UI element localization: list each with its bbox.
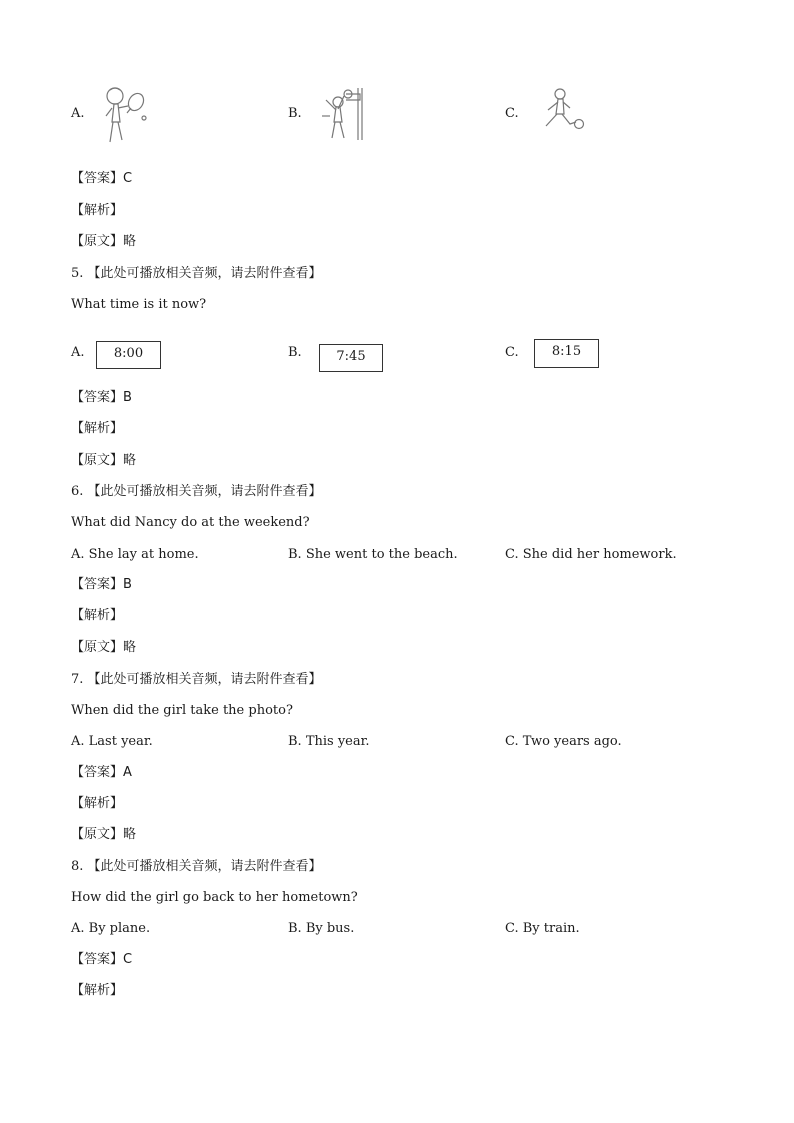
q8-option-a: A. By plane. [71,921,151,936]
q7-number: 7. [71,672,84,687]
tennis-player-icon [100,84,152,150]
q5-header [71,265,322,283]
q6-number: 6. [71,484,84,499]
q5-option-c-clock: 8:15 [534,339,599,368]
q7-option-b: B. This year. [288,734,370,749]
q4-analysis: 【解析】 [71,203,124,218]
q5-option-a-letter: A. [71,345,85,360]
q5-option-b-letter: B. [288,345,302,360]
football-player-icon [538,86,590,138]
q5-original: 【原文】略 [71,453,137,468]
q7-question: When did the girl take the photo? [71,703,293,718]
q8-option-b: B. By bus. [288,921,355,936]
q8-audio-note[interactable]: 【此处可播放相关音频，请去附件查看】 [87,859,322,874]
q8-analysis: 【解析】 [71,983,124,998]
q6-audio-note[interactable]: 【此处可播放相关音频，请去附件查看】 [87,484,322,499]
q7-option-c: C. Two years ago. [505,734,622,749]
q6-answer: 【答案】B [71,577,132,592]
q8-option-c: C. By train. [505,921,580,936]
q6-option-a: A. She lay at home. [71,547,199,562]
q6-option-c: C. She did her homework. [505,547,677,562]
q5-question: What time is it now? [71,297,207,312]
basketball-player-icon [318,86,370,142]
q4-original: 【原文】略 [71,234,137,249]
q8-question: How did the girl go back to her hometown? [71,890,358,905]
q8-answer: 【答案】C [71,952,133,967]
q7-audio-note[interactable]: 【此处可播放相关音频，请去附件查看】 [87,672,322,687]
q7-answer: 【答案】A [71,765,132,780]
q8-number: 8. [71,859,84,874]
q5-answer: 【答案】B [71,390,132,405]
q5-number: 5. [71,266,84,281]
q4-answer: 【答案】C [71,171,133,186]
q8-header [71,858,322,876]
q5-option-b-clock: 7:45 [319,344,383,372]
q4-option-b-letter: B. [288,106,302,121]
q6-analysis: 【解析】 [71,608,124,623]
q6-original: 【原文】略 [71,640,137,655]
q4-option-a-letter: A. [71,106,85,121]
q5-analysis: 【解析】 [71,421,124,436]
q6-question: What did Nancy do at the weekend? [71,515,310,530]
q7-option-a: A. Last year. [71,734,153,749]
q7-analysis: 【解析】 [71,796,124,811]
q5-option-c-letter: C. [505,345,519,360]
q5-audio-note[interactable]: 【此处可播放相关音频，请去附件查看】 [87,266,322,281]
q5-option-a-clock: 8:00 [96,341,161,369]
q6-option-b: B. She went to the beach. [288,547,458,562]
q7-original: 【原文】略 [71,827,137,842]
q4-option-c-letter: C. [505,106,519,121]
q6-header [71,483,322,501]
q7-header [71,671,322,689]
